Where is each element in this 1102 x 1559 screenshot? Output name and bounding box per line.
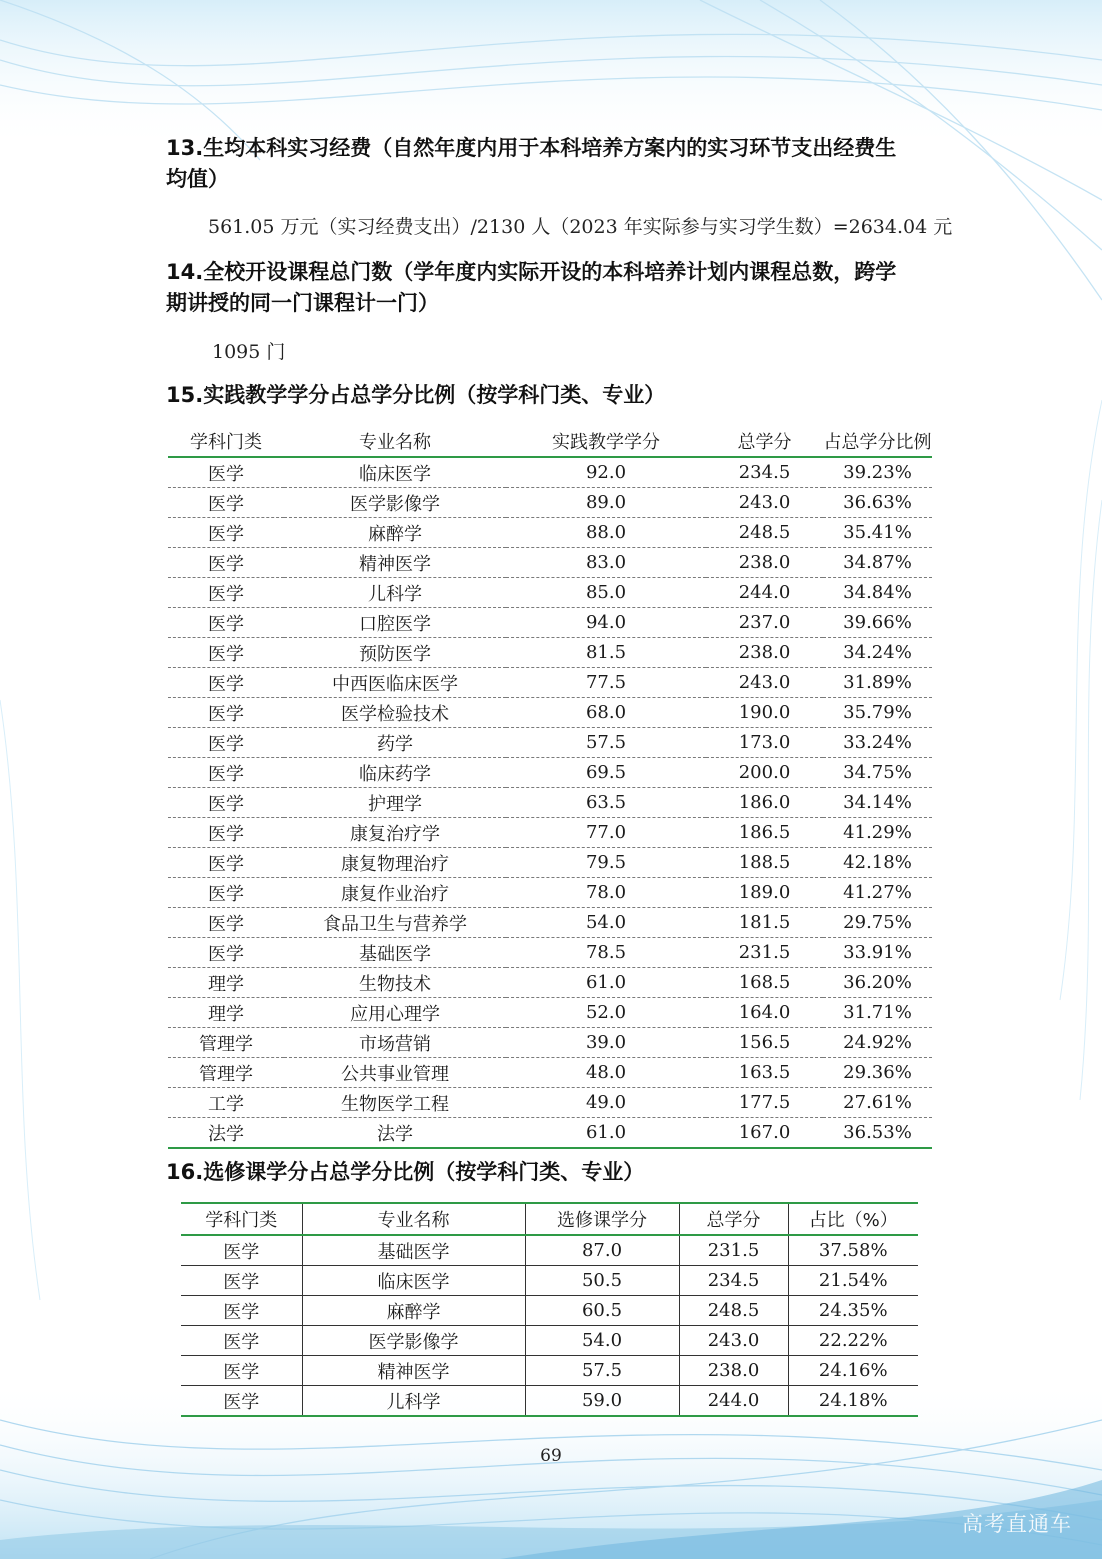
table-cell: 22.22% (788, 1326, 918, 1356)
section14-heading-line1: 14.全校开设课程总门数（学年度内实际开设的本科培养计划内课程总数，跨学 (166, 260, 897, 284)
table-cell: 39.0 (506, 1028, 706, 1058)
table-row (168, 908, 932, 938)
practice-credit-table (168, 425, 932, 1149)
table-row (168, 488, 932, 518)
table-cell: 57.5 (506, 728, 706, 758)
table-cell: 医学 (168, 638, 284, 668)
table-cell: 34.87% (823, 548, 932, 578)
table-cell: 186.0 (706, 788, 823, 818)
table-cell: 54.0 (506, 908, 706, 938)
table-row (181, 1296, 918, 1326)
table-cell: 法学 (284, 1118, 506, 1149)
table-cell: 61.0 (506, 1118, 706, 1149)
table-cell: 24.18% (788, 1386, 918, 1417)
table-cell: 243.0 (706, 668, 823, 698)
table-cell: 医学 (168, 668, 284, 698)
table-cell: 49.0 (506, 1088, 706, 1118)
table-cell: 41.29% (823, 818, 932, 848)
section14-value: 1095 门 (212, 341, 286, 363)
section14-heading-line2: 期讲授的同一门课程计一门） (166, 291, 439, 315)
table-row (181, 1266, 918, 1296)
table-header-row (181, 1203, 918, 1235)
table-cell: 60.5 (525, 1296, 679, 1326)
table-cell: 79.5 (506, 848, 706, 878)
table-row (168, 578, 932, 608)
table-cell: 33.91% (823, 938, 932, 968)
table-cell: 35.79% (823, 698, 932, 728)
table-row (168, 788, 932, 818)
column-header: 占比（%） (788, 1203, 918, 1235)
table-row (168, 848, 932, 878)
table-cell: 167.0 (706, 1118, 823, 1149)
section13-heading (166, 133, 936, 195)
table-cell: 52.0 (506, 998, 706, 1028)
table-cell: 医学影像学 (302, 1326, 525, 1356)
section14-heading (166, 257, 936, 319)
table-row (168, 518, 932, 548)
column-header: 总学分 (706, 425, 823, 457)
table-cell: 21.54% (788, 1266, 918, 1296)
table-cell: 248.5 (706, 518, 823, 548)
table-cell: 168.5 (706, 968, 823, 998)
table-cell: 238.0 (679, 1356, 788, 1386)
table-cell: 78.5 (506, 938, 706, 968)
table-cell: 41.27% (823, 878, 932, 908)
table-cell: 50.5 (525, 1266, 679, 1296)
table-cell: 234.5 (679, 1266, 788, 1296)
table-cell: 156.5 (706, 1028, 823, 1058)
column-header: 总学分 (679, 1203, 788, 1235)
table-cell: 42.18% (823, 848, 932, 878)
table-cell: 200.0 (706, 758, 823, 788)
table-row (168, 938, 932, 968)
table-cell: 88.0 (506, 518, 706, 548)
table-cell: 医学 (181, 1235, 302, 1266)
table-cell: 儿科学 (302, 1386, 525, 1417)
table-cell: 医学 (181, 1266, 302, 1296)
table-cell: 医学检验技术 (284, 698, 506, 728)
table-cell: 34.75% (823, 758, 932, 788)
table-cell: 77.0 (506, 818, 706, 848)
table-cell: 临床药学 (284, 758, 506, 788)
table-row (168, 878, 932, 908)
table-cell: 儿科学 (284, 578, 506, 608)
column-header: 实践教学学分 (506, 425, 706, 457)
table-cell: 244.0 (706, 578, 823, 608)
column-header: 学科门类 (168, 425, 284, 457)
table-cell: 医学 (168, 938, 284, 968)
table-cell: 医学 (168, 758, 284, 788)
table-cell: 248.5 (679, 1296, 788, 1326)
table-cell: 238.0 (706, 638, 823, 668)
table-cell: 85.0 (506, 578, 706, 608)
table-cell: 医学 (168, 608, 284, 638)
table-cell: 理学 (168, 968, 284, 998)
table-cell: 医学 (181, 1386, 302, 1417)
table-cell: 生物技术 (284, 968, 506, 998)
table-cell: 麻醉学 (302, 1296, 525, 1326)
table-cell: 244.0 (679, 1386, 788, 1417)
table-cell: 精神医学 (302, 1356, 525, 1386)
table-cell: 39.66% (823, 608, 932, 638)
elective-credit-table (181, 1202, 918, 1417)
table-row (168, 728, 932, 758)
table-cell: 医学 (181, 1296, 302, 1326)
table-cell: 78.0 (506, 878, 706, 908)
table-cell: 188.5 (706, 848, 823, 878)
table-cell: 54.0 (525, 1326, 679, 1356)
table-cell: 181.5 (706, 908, 823, 938)
table-row (168, 698, 932, 728)
table-cell: 243.0 (679, 1326, 788, 1356)
table-cell: 81.5 (506, 638, 706, 668)
table-cell: 68.0 (506, 698, 706, 728)
table-cell: 94.0 (506, 608, 706, 638)
table-cell: 39.23% (823, 457, 932, 488)
table-cell: 29.36% (823, 1058, 932, 1088)
table-cell: 29.75% (823, 908, 932, 938)
table-row (168, 1118, 932, 1149)
table-row (181, 1356, 918, 1386)
column-header: 专业名称 (284, 425, 506, 457)
table-cell: 康复物理治疗 (284, 848, 506, 878)
table-row (168, 457, 932, 488)
column-header: 占总学分比例 (823, 425, 932, 457)
table-cell: 36.20% (823, 968, 932, 998)
table-cell: 医学 (168, 728, 284, 758)
table-row (168, 968, 932, 998)
table-cell: 医学 (168, 578, 284, 608)
table-cell: 中西医临床医学 (284, 668, 506, 698)
table-cell: 237.0 (706, 608, 823, 638)
table-cell: 药学 (284, 728, 506, 758)
table-cell: 231.5 (679, 1235, 788, 1266)
section13-heading-line1: 13.生均本科实习经费（自然年度内用于本科培养方案内的实习环节支出经费生 (166, 136, 897, 160)
table-row (181, 1386, 918, 1417)
table-row (168, 1058, 932, 1088)
table-cell: 工学 (168, 1088, 284, 1118)
table-cell: 公共事业管理 (284, 1058, 506, 1088)
table-cell: 177.5 (706, 1088, 823, 1118)
table-cell: 医学 (181, 1326, 302, 1356)
table-cell: 预防医学 (284, 638, 506, 668)
table-row (181, 1235, 918, 1266)
table-cell: 法学 (168, 1118, 284, 1149)
section13-value: 561.05 万元（实习经费支出）/2130 人（2023 年实际参与实习学生数）=2634.04 元 (208, 216, 953, 238)
table-row (168, 758, 932, 788)
table-cell: 医学 (168, 698, 284, 728)
table-row (168, 548, 932, 578)
table-cell: 87.0 (525, 1235, 679, 1266)
elective-credit-table-body (181, 1235, 918, 1416)
table-cell: 医学 (168, 848, 284, 878)
table-cell: 医学 (168, 818, 284, 848)
table-cell: 186.5 (706, 818, 823, 848)
column-header: 专业名称 (302, 1203, 525, 1235)
table-row (168, 1028, 932, 1058)
table-cell: 189.0 (706, 878, 823, 908)
table-cell: 应用心理学 (284, 998, 506, 1028)
table-row (168, 1088, 932, 1118)
table-header-row (168, 425, 932, 457)
table-row (168, 668, 932, 698)
table-cell: 234.5 (706, 457, 823, 488)
table-row (168, 608, 932, 638)
table-cell: 医学影像学 (284, 488, 506, 518)
table-cell: 48.0 (506, 1058, 706, 1088)
table-cell: 34.24% (823, 638, 932, 668)
table-cell: 医学 (168, 518, 284, 548)
table-cell: 24.92% (823, 1028, 932, 1058)
table-cell: 生物医学工程 (284, 1088, 506, 1118)
column-header: 学科门类 (181, 1203, 302, 1235)
table-cell: 163.5 (706, 1058, 823, 1088)
table-cell: 83.0 (506, 548, 706, 578)
table-cell: 164.0 (706, 998, 823, 1028)
table-cell: 管理学 (168, 1028, 284, 1058)
table-cell: 89.0 (506, 488, 706, 518)
table-cell: 基础医学 (302, 1235, 525, 1266)
page-number: 69 (540, 1446, 562, 1466)
table-cell: 理学 (168, 998, 284, 1028)
table-cell: 69.5 (506, 758, 706, 788)
table-cell: 35.41% (823, 518, 932, 548)
table-cell: 31.89% (823, 668, 932, 698)
table-cell: 康复治疗学 (284, 818, 506, 848)
table-cell: 康复作业治疗 (284, 878, 506, 908)
table-cell: 医学 (168, 908, 284, 938)
table-cell: 61.0 (506, 968, 706, 998)
table-cell: 医学 (168, 488, 284, 518)
table-cell: 市场营销 (284, 1028, 506, 1058)
table-row (181, 1326, 918, 1356)
table-cell: 麻醉学 (284, 518, 506, 548)
table-cell: 231.5 (706, 938, 823, 968)
table-cell: 34.14% (823, 788, 932, 818)
section13-heading-line2: 均值） (166, 167, 229, 191)
table-cell: 238.0 (706, 548, 823, 578)
table-cell: 管理学 (168, 1058, 284, 1088)
table-cell: 36.63% (823, 488, 932, 518)
table-cell: 77.5 (506, 668, 706, 698)
table-cell: 护理学 (284, 788, 506, 818)
table-cell: 36.53% (823, 1118, 932, 1149)
column-header: 选修课学分 (525, 1203, 679, 1235)
table-cell: 34.84% (823, 578, 932, 608)
table-row (168, 998, 932, 1028)
table-cell: 27.61% (823, 1088, 932, 1118)
table-cell: 37.58% (788, 1235, 918, 1266)
section15-heading: 15.实践教学学分占总学分比例（按学科门类、专业） (166, 383, 666, 407)
table-cell: 精神医学 (284, 548, 506, 578)
table-cell: 医学 (168, 788, 284, 818)
table-cell: 医学 (168, 548, 284, 578)
table-cell: 24.16% (788, 1356, 918, 1386)
table-cell: 173.0 (706, 728, 823, 758)
table-cell: 临床医学 (284, 457, 506, 488)
table-cell: 31.71% (823, 998, 932, 1028)
table-cell: 24.35% (788, 1296, 918, 1326)
table-row (168, 818, 932, 848)
table-cell: 临床医学 (302, 1266, 525, 1296)
section16-heading: 16.选修课学分占总学分比例（按学科门类、专业） (166, 1160, 645, 1184)
practice-credit-table-body (168, 457, 932, 1148)
table-cell: 63.5 (506, 788, 706, 818)
table-cell: 基础医学 (284, 938, 506, 968)
table-cell: 59.0 (525, 1386, 679, 1417)
table-cell: 医学 (168, 457, 284, 488)
table-cell: 92.0 (506, 457, 706, 488)
table-cell: 医学 (168, 878, 284, 908)
table-cell: 57.5 (525, 1356, 679, 1386)
table-cell: 食品卫生与营养学 (284, 908, 506, 938)
table-cell: 190.0 (706, 698, 823, 728)
table-cell: 33.24% (823, 728, 932, 758)
table-row (168, 638, 932, 668)
table-cell: 医学 (181, 1356, 302, 1386)
table-cell: 口腔医学 (284, 608, 506, 638)
table-cell: 243.0 (706, 488, 823, 518)
watermark-text: 高考直通车 (962, 1512, 1072, 1536)
